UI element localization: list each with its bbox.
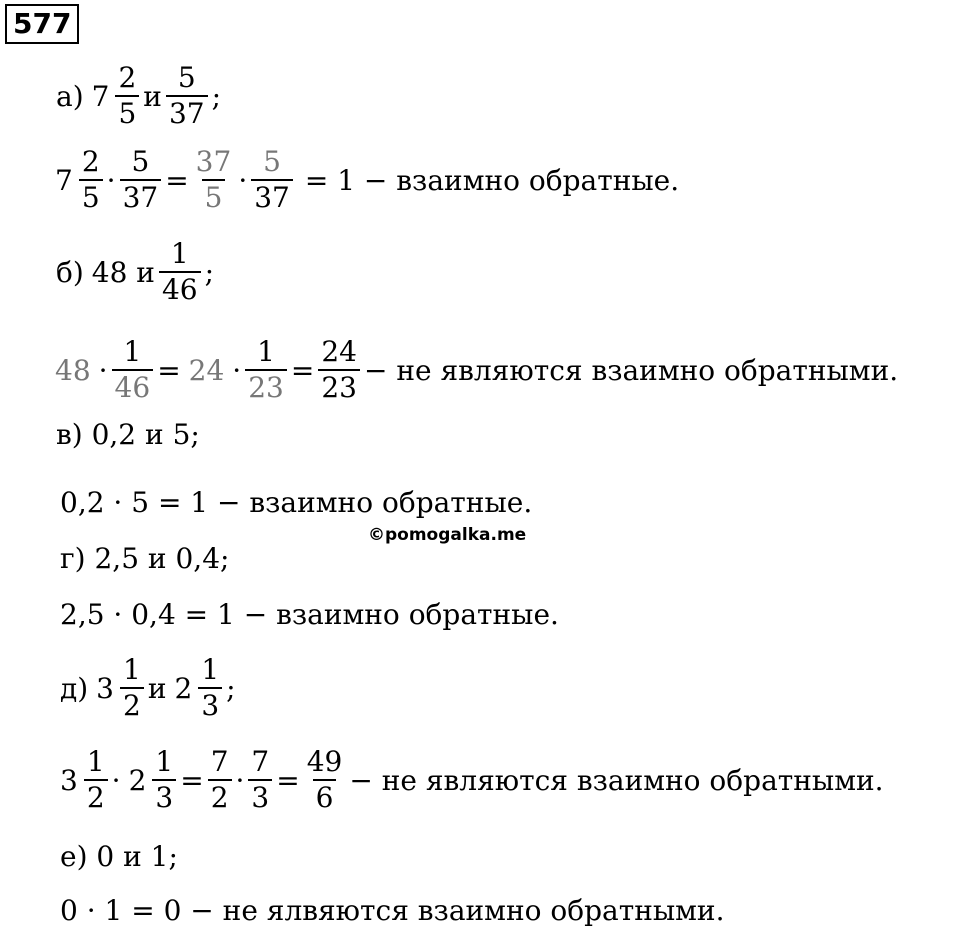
fraction-cancelled: $\frac{5}{37}$ (251, 145, 293, 215)
task-a (56, 56, 221, 136)
task-v (56, 404, 200, 464)
calc-b (55, 330, 898, 410)
task-b-first: 48 и (91, 255, 155, 289)
task-v-text: в) 0,2 и 5; (56, 417, 200, 451)
semicolon: ; (226, 671, 236, 705)
mixed-whole: 3 (60, 763, 78, 797)
semicolon: ; (204, 255, 215, 289)
conjunction: и (143, 79, 162, 113)
first-operand: 48 (55, 353, 91, 387)
fraction: $\frac{7}{2}$ (208, 745, 232, 815)
fraction: $\frac{2}{5}$ (115, 61, 139, 131)
calc-a (55, 140, 679, 220)
fraction: $\frac{1}{2}$ (120, 653, 144, 723)
equals-sign: = (290, 353, 315, 387)
dot-operator: · (111, 763, 121, 797)
calc-d (60, 740, 884, 820)
calc-e (60, 880, 725, 940)
watermark: ©pomogalka.me (368, 525, 527, 545)
problem-number: 577 (5, 4, 79, 44)
fraction: $\frac{1}{2}$ (84, 745, 108, 815)
task-b (56, 232, 214, 312)
fraction: $\frac{1}{3}$ (152, 745, 176, 815)
dot-operator: · (238, 163, 248, 197)
mixed-whole: 3 (96, 671, 114, 705)
fraction: $\frac{5}{37}$ (120, 145, 162, 215)
calc-v (60, 472, 532, 532)
result-text: = 1 − взаимно обратные. (304, 163, 680, 197)
equals-sign: = (180, 763, 204, 797)
fraction: $\frac{1}{3}$ (198, 653, 222, 723)
calc-g-text: 2,5 · 0,4 = 1 − взаимно обратные. (60, 597, 559, 631)
dot-operator: · (232, 353, 242, 387)
fraction: $\frac{49}{6}$ (306, 745, 343, 814)
task-e-text: е) 0 и 1; (60, 839, 178, 873)
fraction: $\frac{1}{23}$ (245, 335, 287, 405)
equals-sign: = (157, 353, 181, 387)
task-g (60, 528, 229, 588)
equals-sign: = (165, 163, 189, 197)
fraction: $\frac{2}{5}$ (79, 145, 103, 215)
dot-operator: · (98, 353, 108, 387)
calc-e-text: 0 · 1 = 0 − не ялвяются взаимно обратными. (60, 893, 725, 927)
fraction-cancelled: $\frac{37}{5}$ (195, 145, 232, 214)
fraction: $\frac{7}{3}$ (248, 745, 272, 815)
task-d-label: д) (60, 671, 89, 705)
task-e (60, 826, 178, 886)
conjunction: и (147, 671, 167, 705)
fraction: $\frac{5}{37}$ (166, 61, 208, 131)
mixed-whole: 7 (55, 163, 73, 197)
task-d (60, 648, 236, 728)
dot-operator: · (235, 763, 245, 797)
task-g-text: г) 2,5 и 0,4; (60, 541, 230, 575)
dot-operator: · (106, 163, 116, 197)
calc-g (60, 584, 559, 644)
result-text: − не являются взаимно обратными. (349, 763, 884, 797)
fraction: $\frac{24}{23}$ (318, 335, 360, 405)
mixed-whole: 7 (91, 79, 110, 113)
task-a-label: а) (56, 79, 84, 113)
fraction: $\frac{1}{46}$ (112, 335, 154, 405)
equals-sign: = (276, 763, 300, 797)
fraction: $\frac{1}{46}$ (159, 237, 201, 307)
mixed-whole: 2 (174, 671, 193, 705)
middle-operand: 24 (188, 353, 225, 387)
semicolon: ; (211, 79, 222, 113)
task-b-label: б) (56, 255, 84, 289)
result-text: − не являются взаимно обратными. (363, 353, 899, 387)
mixed-whole: 2 (128, 763, 147, 797)
calc-v-text: 0,2 · 5 = 1 − взаимно обратные. (60, 485, 533, 519)
